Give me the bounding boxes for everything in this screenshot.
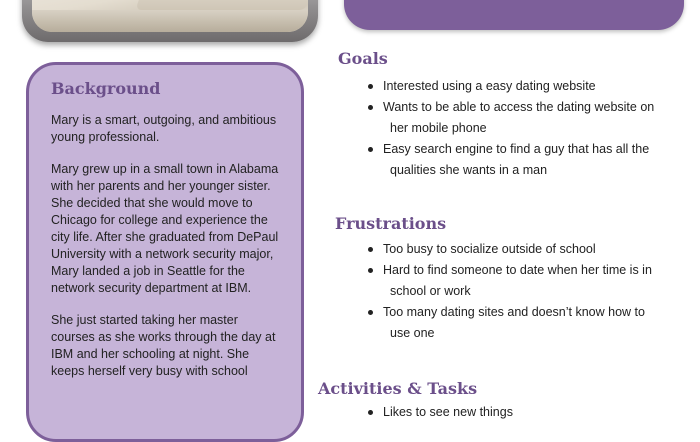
list-item-text: school or work bbox=[390, 284, 471, 298]
list-item-text: Easy search engine to find a guy that has all the bbox=[383, 142, 650, 156]
list-item-text: her mobile phone bbox=[390, 121, 487, 135]
list-item-text: Hard to find someone to date when her time is in bbox=[383, 263, 652, 277]
background-paragraph: Mary grew up in a small town in Alabama with her parents and her younger sister. She decided that she would move to Chicago for college and experience the city life. After she graduated from DePaul University with a network security major, Mary landed a job in Seattle for the network security department at IBM. bbox=[51, 162, 279, 295]
list-item-text: qualities she wants in a man bbox=[390, 163, 548, 177]
list-item-text: Too busy to socialize outside of school bbox=[383, 242, 596, 256]
frustrations-list bbox=[364, 239, 652, 344]
goals-title: Goals bbox=[338, 49, 388, 68]
list-item bbox=[364, 139, 654, 181]
list-item-text: Too many dating sites and doesn’t know how to bbox=[383, 305, 645, 319]
background-paragraph: She just started taking her master courses as she works through the day at IBM and her schooling at night. She keeps herself very busy with school bbox=[51, 313, 276, 378]
list-item bbox=[364, 97, 654, 139]
list-item-text: use one bbox=[390, 326, 435, 340]
background-card bbox=[26, 62, 304, 442]
activities-list bbox=[364, 402, 513, 423]
list-item bbox=[364, 402, 513, 423]
list-item-text: Likes to see new things bbox=[383, 405, 513, 419]
goals-list bbox=[364, 76, 654, 181]
list-item-text: Interested using a easy dating website bbox=[383, 79, 596, 93]
background-paragraph: Mary is a smart, outgoing, and ambitious young professional. bbox=[51, 113, 277, 144]
photo-detail bbox=[32, 10, 308, 32]
list-item bbox=[364, 76, 654, 97]
activities-title: Activities & Tasks bbox=[318, 379, 478, 398]
list-item bbox=[364, 302, 652, 344]
persona-photo bbox=[22, 0, 318, 42]
frustrations-title: Frustrations bbox=[335, 214, 447, 233]
list-item bbox=[364, 239, 652, 260]
list-item-text: Wants to be able to access the dating website on bbox=[383, 100, 655, 114]
background-title: Background bbox=[51, 79, 161, 98]
photo-detail bbox=[136, 0, 308, 10]
persona-photo-image bbox=[32, 0, 308, 32]
name-banner bbox=[344, 0, 684, 30]
list-item bbox=[364, 260, 652, 302]
